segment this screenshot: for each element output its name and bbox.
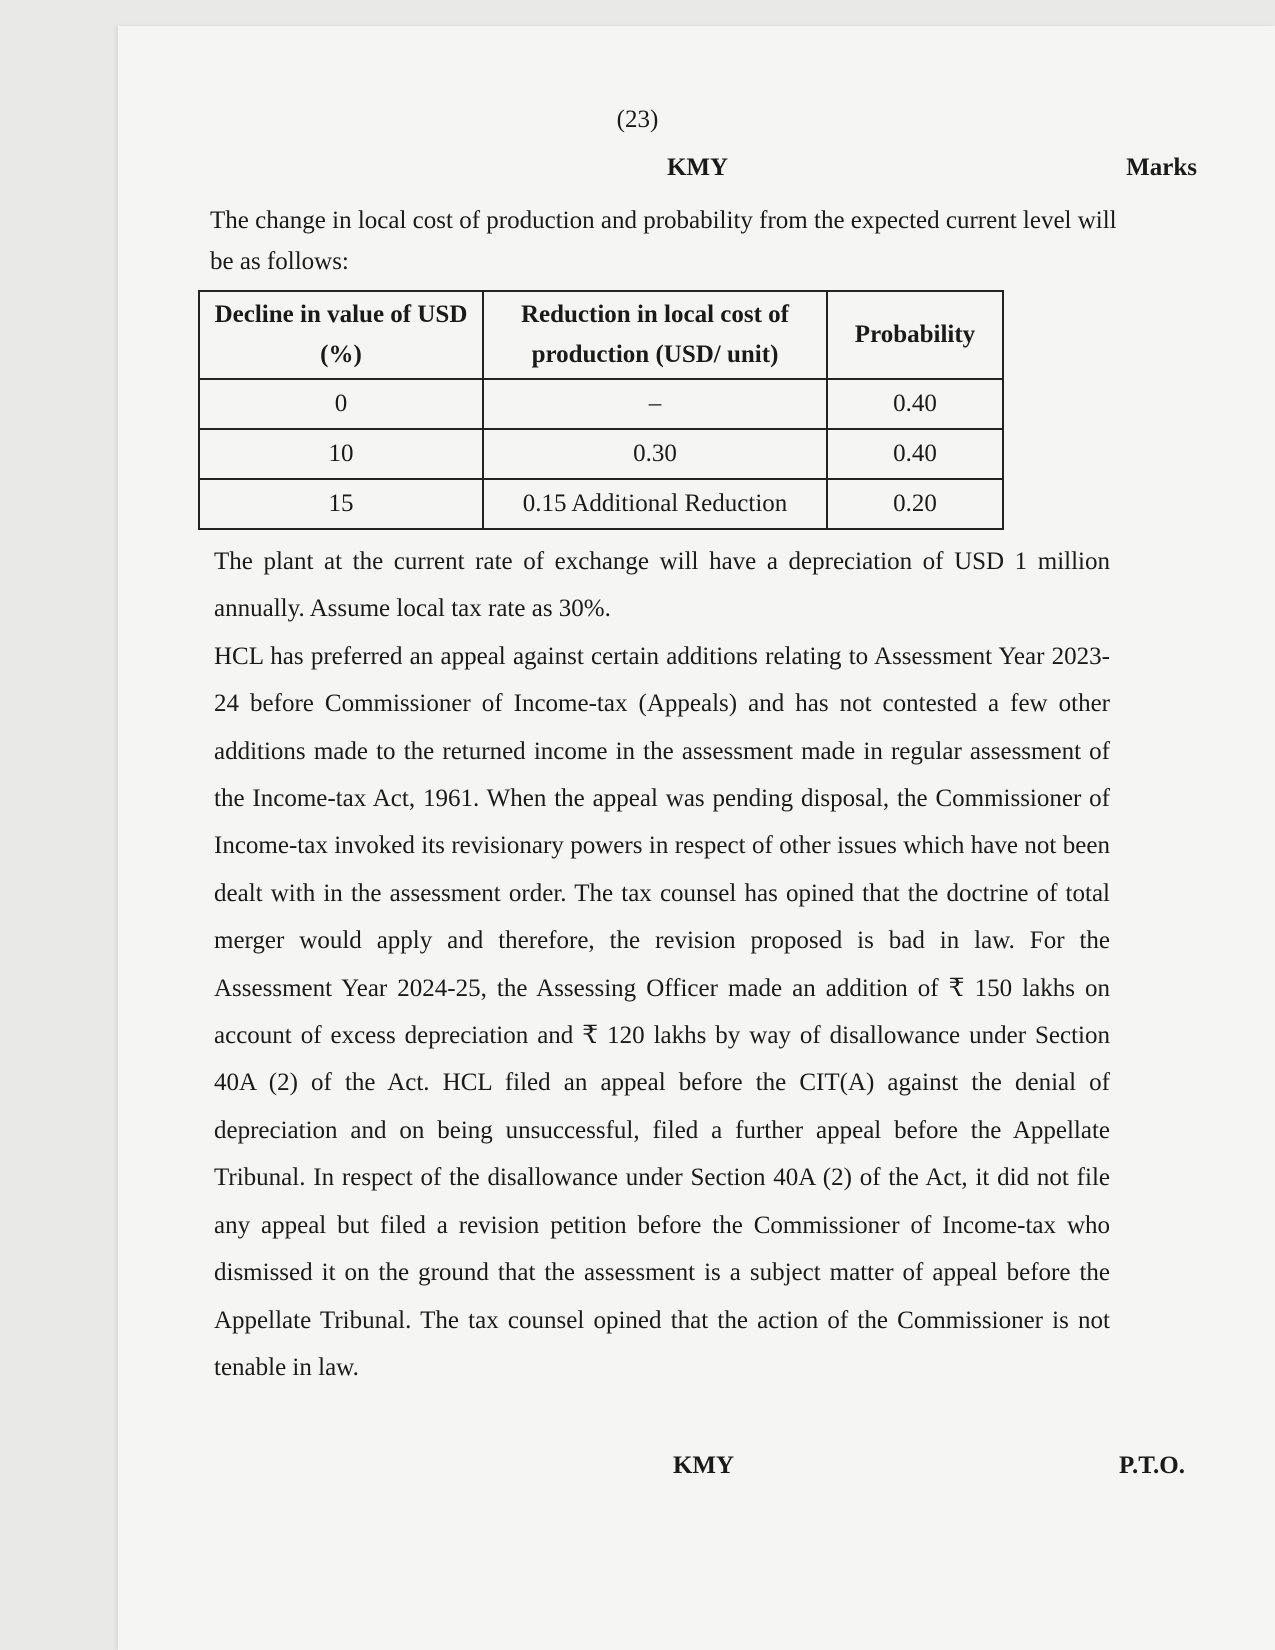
table-cell: 0.20 (827, 479, 1003, 529)
footer-code: KMY (672, 1452, 735, 1479)
table-header-cell: Decline in value of USD (%) (199, 291, 483, 379)
table-header-cell: Probability (827, 291, 1003, 379)
data-table (198, 290, 1004, 530)
table-row (199, 479, 1003, 529)
intro-text: The change in local cost of production and probability from the expected current level will be as follows: (210, 207, 1117, 275)
footer-pto: P.T.O. (1119, 1452, 1185, 1479)
header-code: KMY (666, 154, 729, 181)
body-text (214, 538, 1110, 1391)
table-cell: 0.40 (827, 379, 1003, 429)
table-cell: – (483, 379, 827, 429)
table-header-row (199, 291, 1003, 379)
table-row (199, 379, 1003, 429)
marks-label: Marks (1126, 154, 1197, 181)
table-row (199, 429, 1003, 479)
table-cell: 0.15 Additional Reduction (483, 479, 827, 529)
table-cell: 0.40 (827, 429, 1003, 479)
paragraph: The plant at the current rate of exchange will have a depreciation of USD 1 million annually. Assume local tax rate as 30%. (214, 548, 1110, 623)
page-number: (23) (616, 106, 659, 133)
table-cell: 0 (199, 379, 483, 429)
table-header-cell: Reduction in local cost of production (USD/ unit) (483, 291, 827, 379)
table-cell: 0.30 (483, 429, 827, 479)
table-cell: 10 (199, 429, 483, 479)
table-cell: 15 (199, 479, 483, 529)
paragraph: HCL has preferred an appeal against certain additions relating to Assessment Year 2023-24 before Commissioner of Income-tax (Appeals) and has not contested a few other additions made to the returned income in the assessment made in regular assessment of the Income-tax Act, 1961. When the appeal was pending disposal, the Commissioner of Income-tax invoked its revisionary powers in respect of other issues which have not been dealt with in the assessment order. The tax counsel has opined that the doctrine of total merger would apply and therefore, the revision proposed is bad in law. For the Assessment Year 2024-25, the Assessing Officer made an addition of ₹ 150 lakhs on account of excess depreciation and ₹ 120 lakhs by way of disallowance under Section 40A (2) of the Act. HCL filed an appeal before the CIT(A) against the denial of depreciation and on being unsuccessful, filed a further appeal before the Appellate Tribunal. In respect of the disallowance under Section 40A (2) of the Act, it did not file any appeal but filed a revision petition before the Commissioner of Income-tax who dismissed it on the ground that the assessment is a subject matter of appeal before the Appellate Tribunal. The tax counsel opined that the action of the Commissioner is not tenable in law. (214, 642, 1110, 1381)
